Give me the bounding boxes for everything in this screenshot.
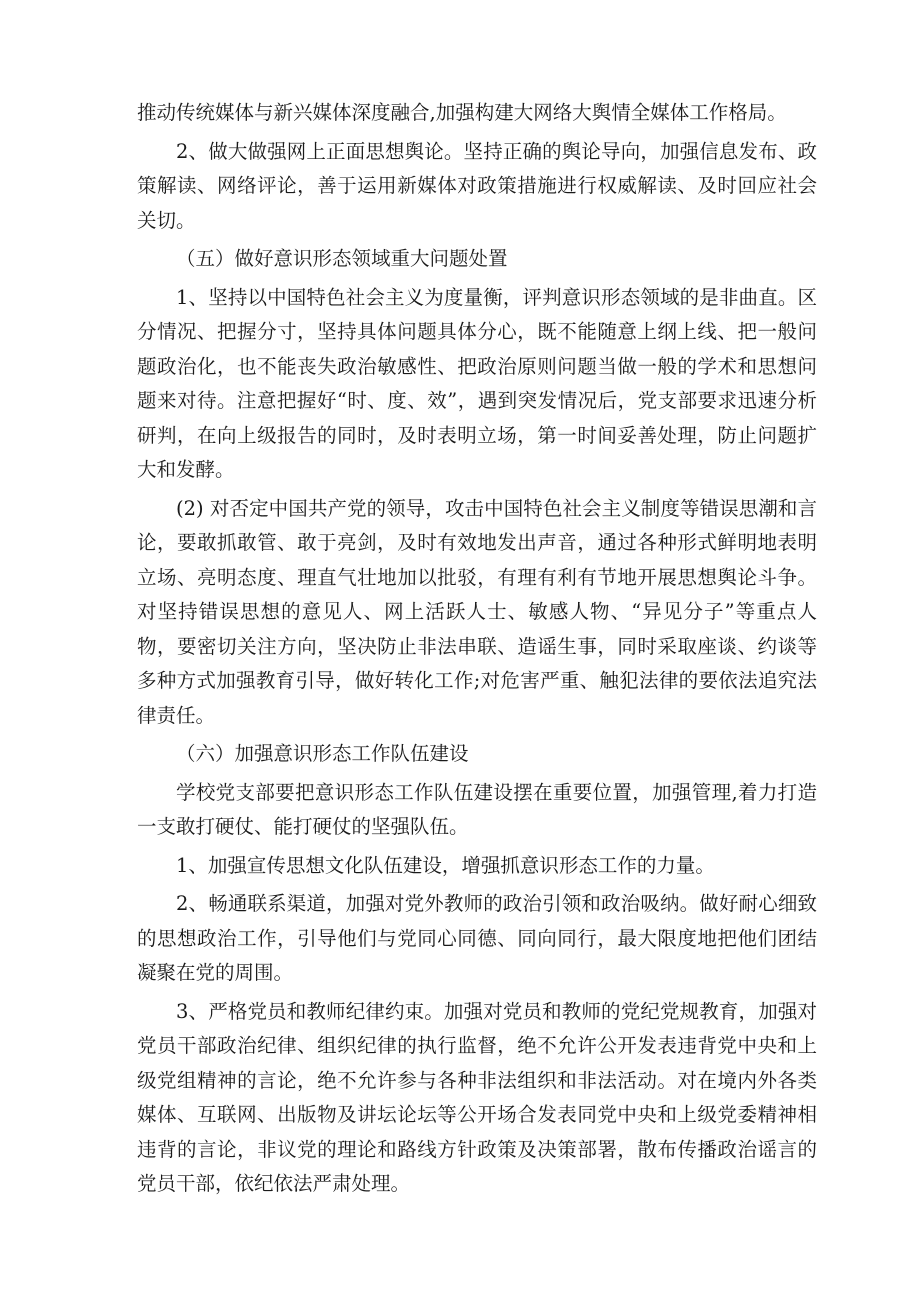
paragraph-item-1-standard: 1、坚持以中国特色社会主义为度量衡，评判意识形态领域的是非曲直。区分情况、把握分寸，坚持具体问题具体分心，既不能随意上纲上线、把一般问题政治化，也不能丧失政治敏感性、把政治原则问题当做一般的学术和思想问题来对待。注意把握好“时、度、效”，遇到突发情况后，党支部要求迅速分析研判，在向上级报告的同时，及时表明立场，第一时间妥善处理，防止问题扩大和发酵。	[137, 285, 817, 481]
paragraph-item-3-discipline: 3、严格党员和教师纪律约束。加强对党员和教师的党纪党规教育，加强对党员干部政治纪律、组织纪律的执行监督，绝不允许公开发表违背党中央和上级党组精神的言论，绝不允许参与各种非法组织和非法活动。对在境内外各类媒体、互联网、出版物及讲坛论坛等公开场合发表同党中央和上级党委精神相违背的言论，非议党的理论和路线方针政策及决策部署，散布传播政治谣言的党员干部，依纪依法严肃处理。	[137, 999, 817, 1195]
section-heading-6: （六）加强意识形态工作队伍建设	[176, 742, 469, 765]
paragraph-continuation: 推动传统媒体与新兴媒体深度融合,加强构建大网络大舆情全媒体工作格局。	[137, 101, 787, 124]
paragraph-item-2-channels: 2、畅通联系渠道，加强对党外教师的政治引领和政治吸纳。做好耐心细致的思想政治工作，引导他们与党同心同德、同向同行，最大限度地把他们团结凝聚在党的周围。	[137, 892, 817, 984]
document-body	[137, 96, 817, 1206]
section-heading-5: （五）做好意识形态领域重大问题处置	[176, 247, 508, 270]
paragraph-team-intro: 学校党支部要把意识形态工作队伍建设摆在重要位置，加强管理,着力打造一支敢打硬仗、能打硬仗的坚强队伍。	[137, 780, 817, 838]
paragraph-item-1-team: 1、加强宣传思想文化队伍建设，增强抓意识形态工作的力量。	[176, 853, 715, 877]
paragraph-item-2-online-opinion: 2、做大做强网上正面思想舆论。坚持正确的舆论导向，加强信息发布、政策解读、网络评论，善于运用新媒体对政策措施进行权威解读、及时回应社会关切。	[137, 139, 817, 232]
paragraph-item-2-response: (2) 对否定中国共产党的领导，攻击中国特色社会主义制度等错误思潮和言论，要敢抓敢管、敢于亮剑，及时有效地发出声音，通过各种形式鲜明地表明立场、亮明态度、理直气壮地加以批驳，有理有利有节地开展思想舆论斗争。对坚持错误思想的意见人、网上活跃人士、敏感人物、“异见分子”等重点人物，要密切关注方向，坚决防止非法串联、造谣生事，同时采取座谈、约谈等多种方式加强教育引导，做好转化工作;对危害严重、触犯法律的要依法追究法律责任。	[137, 496, 817, 727]
